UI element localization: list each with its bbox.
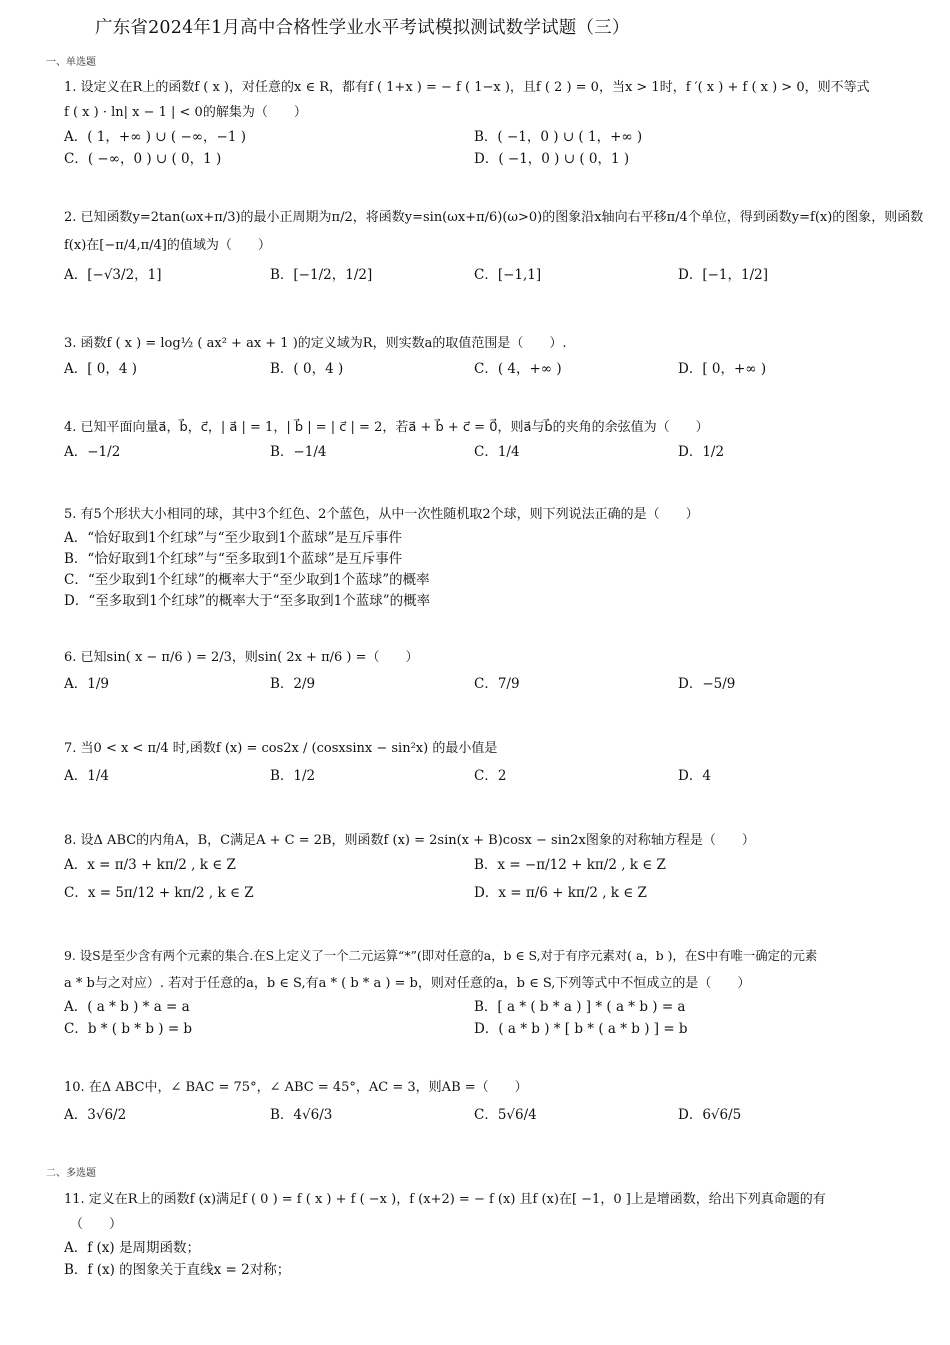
- question-2-option-b: B．[−1/2，1/2]: [270, 267, 373, 283]
- question-10-option-a: A．3√6/2: [64, 1107, 127, 1123]
- question-4-option-a: A．−1/2: [64, 444, 121, 460]
- question-3-stem: 3. 函数f ( x ) = log½ ( ax² + ax + 1 )的定义域为R，则实数a的取值范围是（ ）.: [64, 336, 567, 351]
- question-3-option-b: B．( 0，4 ): [270, 361, 344, 377]
- question-10-option-c: C．5√6/4: [474, 1107, 537, 1123]
- question-5-option-c: C．“至少取到1个红球”的概率大于“至少取到1个蓝球”的概率: [64, 572, 430, 588]
- question-4-option-c: C．1/4: [474, 444, 520, 460]
- question-2-stem-cont: f(x)在[−π/4,π/4]的值域为（ ）: [64, 238, 271, 253]
- section-heading-single-choice: 一、单选题: [46, 57, 96, 68]
- question-10-option-b: B．4√6/3: [270, 1107, 333, 1123]
- question-7-stem: 7. 当0 < x < π/4 时,函数f (x) = cos2x / (cosxsinx − sin²x) 的最小值是: [64, 741, 498, 756]
- question-9-option-b: B．[ a * ( b * a ) ] * ( a * b ) = a: [474, 999, 686, 1015]
- question-7-option-a: A．1/4: [64, 768, 109, 784]
- question-8-option-c: C．x = 5π/12 + kπ/2 , k ∈ Z: [64, 885, 254, 901]
- question-3-option-c: C．( 4，+∞ ): [474, 361, 562, 377]
- question-6-stem: 6. 已知sin( x − π/6 ) = 2/3，则sin( 2x + π/6 ) =（ ）: [64, 650, 419, 665]
- question-1-option-a: A．( 1，+∞ ) ∪ ( −∞，−1 ): [64, 129, 246, 145]
- question-3-option-a: A．[ 0，4 ): [64, 361, 138, 377]
- question-5-option-d: D．“至多取到1个红球”的概率大于“至多取到1个蓝球”的概率: [64, 593, 431, 609]
- question-4-option-b: B．−1/4: [270, 444, 327, 460]
- question-3-option-d: D．[ 0，+∞ ): [678, 361, 767, 377]
- question-10-option-d: D．6√6/5: [678, 1107, 742, 1123]
- question-9-stem-cont: a * b与之对应）. 若对于任意的a，b ∈ S,有a * ( b * a ) = b，则对任意的a，b ∈ S,下列等式中不恒成立的是（ ）: [64, 976, 751, 991]
- question-9-option-c: C．b * ( b * b ) = b: [64, 1021, 193, 1037]
- question-1-option-c: C．( −∞，0 ) ∪ ( 0，1 ): [64, 151, 222, 167]
- question-7-option-c: C．2: [474, 768, 507, 784]
- question-5-option-b: B．“恰好取到1个红球”与“至多取到1个蓝球”是互斥事件: [64, 551, 403, 567]
- question-1-option-d: D．( −1，0 ) ∪ ( 0，1 ): [474, 151, 630, 167]
- question-8-option-b: B．x = −π/12 + kπ/2 , k ∈ Z: [474, 857, 666, 873]
- question-8-stem: 8. 设Δ ABC的内角A，B，C满足A + C = 2B，则函数f (x) = 2sin(x + B)cosx − sin2x图象的对称轴方程是（ ）: [64, 833, 755, 848]
- question-2-option-c: C．[−1,1]: [474, 267, 542, 283]
- question-1-stem: 1. 设定义在R上的函数f ( x )，对任意的x ∈ R，都有f ( 1+x ) = − f ( 1−x )，且f ( 2 ) = 0，当x > 1时，f ′( x ) + f ( x ) > 0，则不等式: [64, 80, 870, 95]
- question-11-option-b: B．f (x) 的图象关于直线x = 2对称；: [64, 1262, 291, 1278]
- question-8-option-d: D．x = π/6 + kπ/2 , k ∈ Z: [474, 885, 647, 901]
- question-4-option-d: D．1/2: [678, 444, 725, 460]
- section-heading-multiple-choice: 二、多选题: [46, 1168, 96, 1179]
- question-1-stem-cont: f ( x ) · ln| x − 1 | < 0的解集为（ ）: [64, 105, 307, 120]
- question-2-option-a: A．[−√3/2，1]: [64, 267, 162, 283]
- question-2-option-d: D．[−1，1/2]: [678, 267, 768, 283]
- question-8-option-a: A．x = π/3 + kπ/2 , k ∈ Z: [64, 857, 236, 873]
- question-6-option-c: C．7/9: [474, 676, 520, 692]
- question-11-stem: 11. 定义在R上的函数f (x)满足f ( 0 ) = f ( x ) + f ( −x )，f (x+2) = − f (x) 且f (x)在[ −1，0 ]上是增函数，给出下列真命题的有: [64, 1192, 826, 1207]
- question-9-option-a: A．( a * b ) * a = a: [64, 999, 190, 1015]
- question-6-option-a: A．1/9: [64, 676, 109, 692]
- question-7-option-b: B．1/2: [270, 768, 316, 784]
- question-9-stem: 9. 设S是至少含有两个元素的集合.在S上定义了一个二元运算“*”(即对任意的a，b ∈ S,对于有序元素对( a，b )，在S中有唯一确定的元素: [64, 948, 818, 963]
- question-6-option-b: B．2/9: [270, 676, 316, 692]
- question-7-option-d: D．4: [678, 768, 711, 784]
- question-6-option-d: D．−5/9: [678, 676, 736, 692]
- question-2-stem: 2. 已知函数y=2tan(ωx+π/3)的最小正周期为π/2，将函数y=sin(ωx+π/6)(ω>0)的图象沿x轴向右平移π/4个单位，得到函数y=f(x)的图象，则函数: [64, 210, 924, 225]
- question-11-stem-cont: （ ）: [70, 1217, 123, 1232]
- question-10-stem: 10. 在Δ ABC中，∠ BAC = 75°，∠ ABC = 45°，AC = 3，则AB =（ ）: [64, 1080, 528, 1095]
- question-11-option-a: A．f (x) 是周期函数；: [64, 1240, 200, 1256]
- page-title: 广东省2024年1月高中合格性学业水平考试模拟测试数学试题（三）: [95, 18, 630, 38]
- question-5-option-a: A．“恰好取到1个红球”与“至少取到1个蓝球”是互斥事件: [64, 530, 403, 546]
- question-1-option-b: B．( −1，0 ) ∪ ( 1，+∞ ): [474, 129, 643, 145]
- question-4-stem: 4. 已知平面向量a⃗，b⃗，c⃗，| a⃗ | = 1，| b⃗ | = | c⃗ | = 2，若a⃗ + b⃗ + c⃗ = 0⃗，则a⃗与b⃗的夹角的余弦值为（ ）: [64, 420, 709, 435]
- question-9-option-d: D．( a * b ) * [ b * ( a * b ) ] = b: [474, 1021, 688, 1037]
- question-5-stem: 5. 有5个形状大小相同的球，其中3个红色、2个蓝色，从中一次性随机取2个球，则下列说法正确的是（ ）: [64, 507, 699, 522]
